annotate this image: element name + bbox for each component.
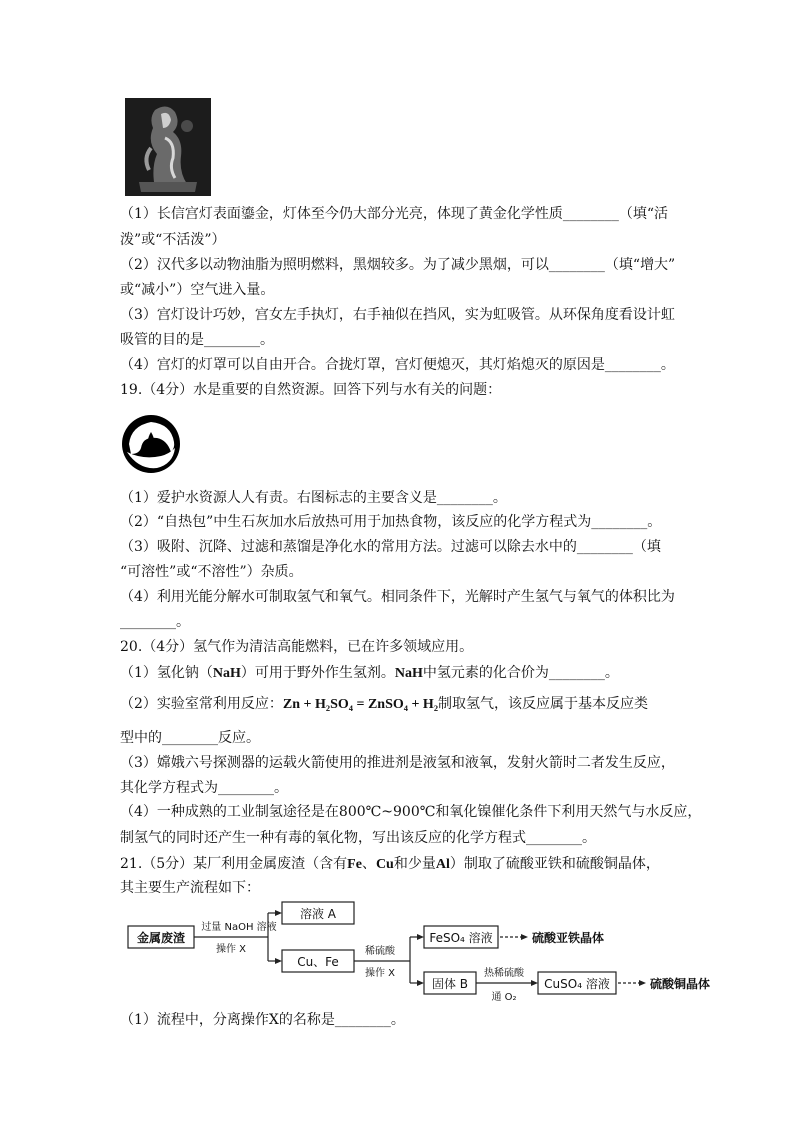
q20-part1: （1）氢化钠（NaH）可用于野外作生氢剂。NaH中氢元素的化合价为________。 (120, 665, 619, 681)
q18-part1-line2: 泼”或“不活泼”） (120, 232, 226, 248)
flow-oxygen: 通 O₂ (491, 992, 517, 1003)
q18-part3-line2: 吸管的目的是________。 (120, 332, 274, 348)
q19-part4-line2: ________。 (120, 614, 190, 630)
q20-heading: 20.（4分）氢气作为清洁高能燃料，已在许多领域应用。 (120, 639, 474, 655)
q18-part1-line1: （1）长信宫灯表面鎏金，灯体至今仍大部分光亮，体现了黄金化学性质________（填“活 (120, 206, 669, 222)
flow-product-ferrous-sulfate: 硫酸亚铁晶体 (532, 931, 605, 945)
flow-product-copper-sulfate: 硫酸铜晶体 (650, 977, 711, 991)
formula-nah: NaH (394, 666, 423, 681)
water-saving-logo-icon (121, 414, 181, 474)
q21-heading: 21.（5分）某厂利用金属废渣（含有Fe、Cu和少量Al）制取了硫酸亚铁和硫酸铜晶体， (120, 856, 660, 872)
flow-solid-b: 固体 B (431, 977, 469, 991)
q20-part3-line1: （3）嫦娥六号探测器的运载火箭使用的推进剂是液氢和液氧，发射火箭时二者发生反应， (120, 755, 675, 771)
q20-part4-line2: 制氢气的同时还产生一种有毒的氧化物，写出该反应的化学方程式________。 (120, 830, 596, 846)
q18-part4: （4）宫灯的灯罩可以自由开合。合拢灯罩，宫灯便熄灭，其灯焰熄灭的原因是________。 (120, 357, 675, 373)
production-flowchart (120, 896, 730, 1008)
q20-part2-line1: （2）实验室常利用反应：Zn + H₂SO₄ = ZnSO₄ + H₂制取氢气，该反应属于基本反应类 (120, 696, 649, 712)
flow-feso4-solution: FeSO₄ 溶液 (429, 931, 493, 945)
q18-part3-line1: （3）宫灯设计巧妙，宫女左手执灯，右手袖似在挡风，实为虹吸管。从环保角度看设计虹 (120, 307, 675, 323)
q19-part4-line1: （4）利用光能分解水可制取氢气和氧气。相同条件下，光解时产生氢气与氧气的体积比为 (120, 589, 675, 605)
q20-part4-line1: （4）一种成熟的工业制氢途径是在800℃~900℃和氧化镍催化条件下利用天然气与水反应， (120, 804, 702, 820)
flow-cuso4-solution: CuSO₄ 溶液 (544, 977, 610, 991)
flow-operation-x: 操作 X (215, 944, 247, 955)
q20-part3-line2: 其化学方程式为________。 (120, 780, 288, 796)
flow-reagent-hot-acid: 热稀硫酸 (484, 968, 524, 979)
q19-part3-line2: “可溶性”或“不溶性”）杂质。 (120, 564, 303, 580)
formula-nah: NaH (212, 666, 241, 681)
q20-part2-line2: 型中的________反应。 (120, 730, 260, 746)
flow-start-box: 金属废渣 (136, 931, 186, 945)
flow-operation-x-2: 操作 X (364, 968, 396, 979)
q19-part1: （1）爱护水资源人人有责。右图标志的主要含义是________。 (120, 490, 507, 506)
q19-heading: 19.（4分）水是重要的自然资源。回答下列与水有关的问题： (120, 382, 502, 398)
q21-heading-line2: 其主要生产流程如下： (120, 880, 260, 896)
q19-part2: （2）“自热包”中生石灰加水后放热可用于加热食物，该反应的化学方程式为________。 (120, 514, 662, 530)
q21-part1: （1）流程中，分离操作X的名称是________。 (120, 1012, 405, 1028)
q18-part2-line1: （2）汉代多以动物油脂为照明燃料，黑烟较多。为了减少黑烟，可以________（填“增大” (120, 257, 676, 273)
reaction-equation: Zn + H₂SO₄ = ZnSO₄ + H₂ (282, 697, 439, 712)
flow-solution-a: 溶液 A (299, 907, 337, 921)
q19-part3-line1: （3）吸附、沉降、过滤和蒸馏是净化水的常用方法。过滤可以除去水中的________（填 (120, 539, 661, 555)
q18-part2-line2: 或“减小”）空气进入量。 (120, 282, 275, 298)
flow-reagent-dilute-acid: 稀硫酸 (365, 946, 395, 957)
flow-cu-fe: Cu、Fe (297, 955, 339, 969)
flow-reagent-naoh: 过量 NaOH 溶液 (201, 922, 277, 933)
palace-lamp-photo (125, 98, 211, 196)
